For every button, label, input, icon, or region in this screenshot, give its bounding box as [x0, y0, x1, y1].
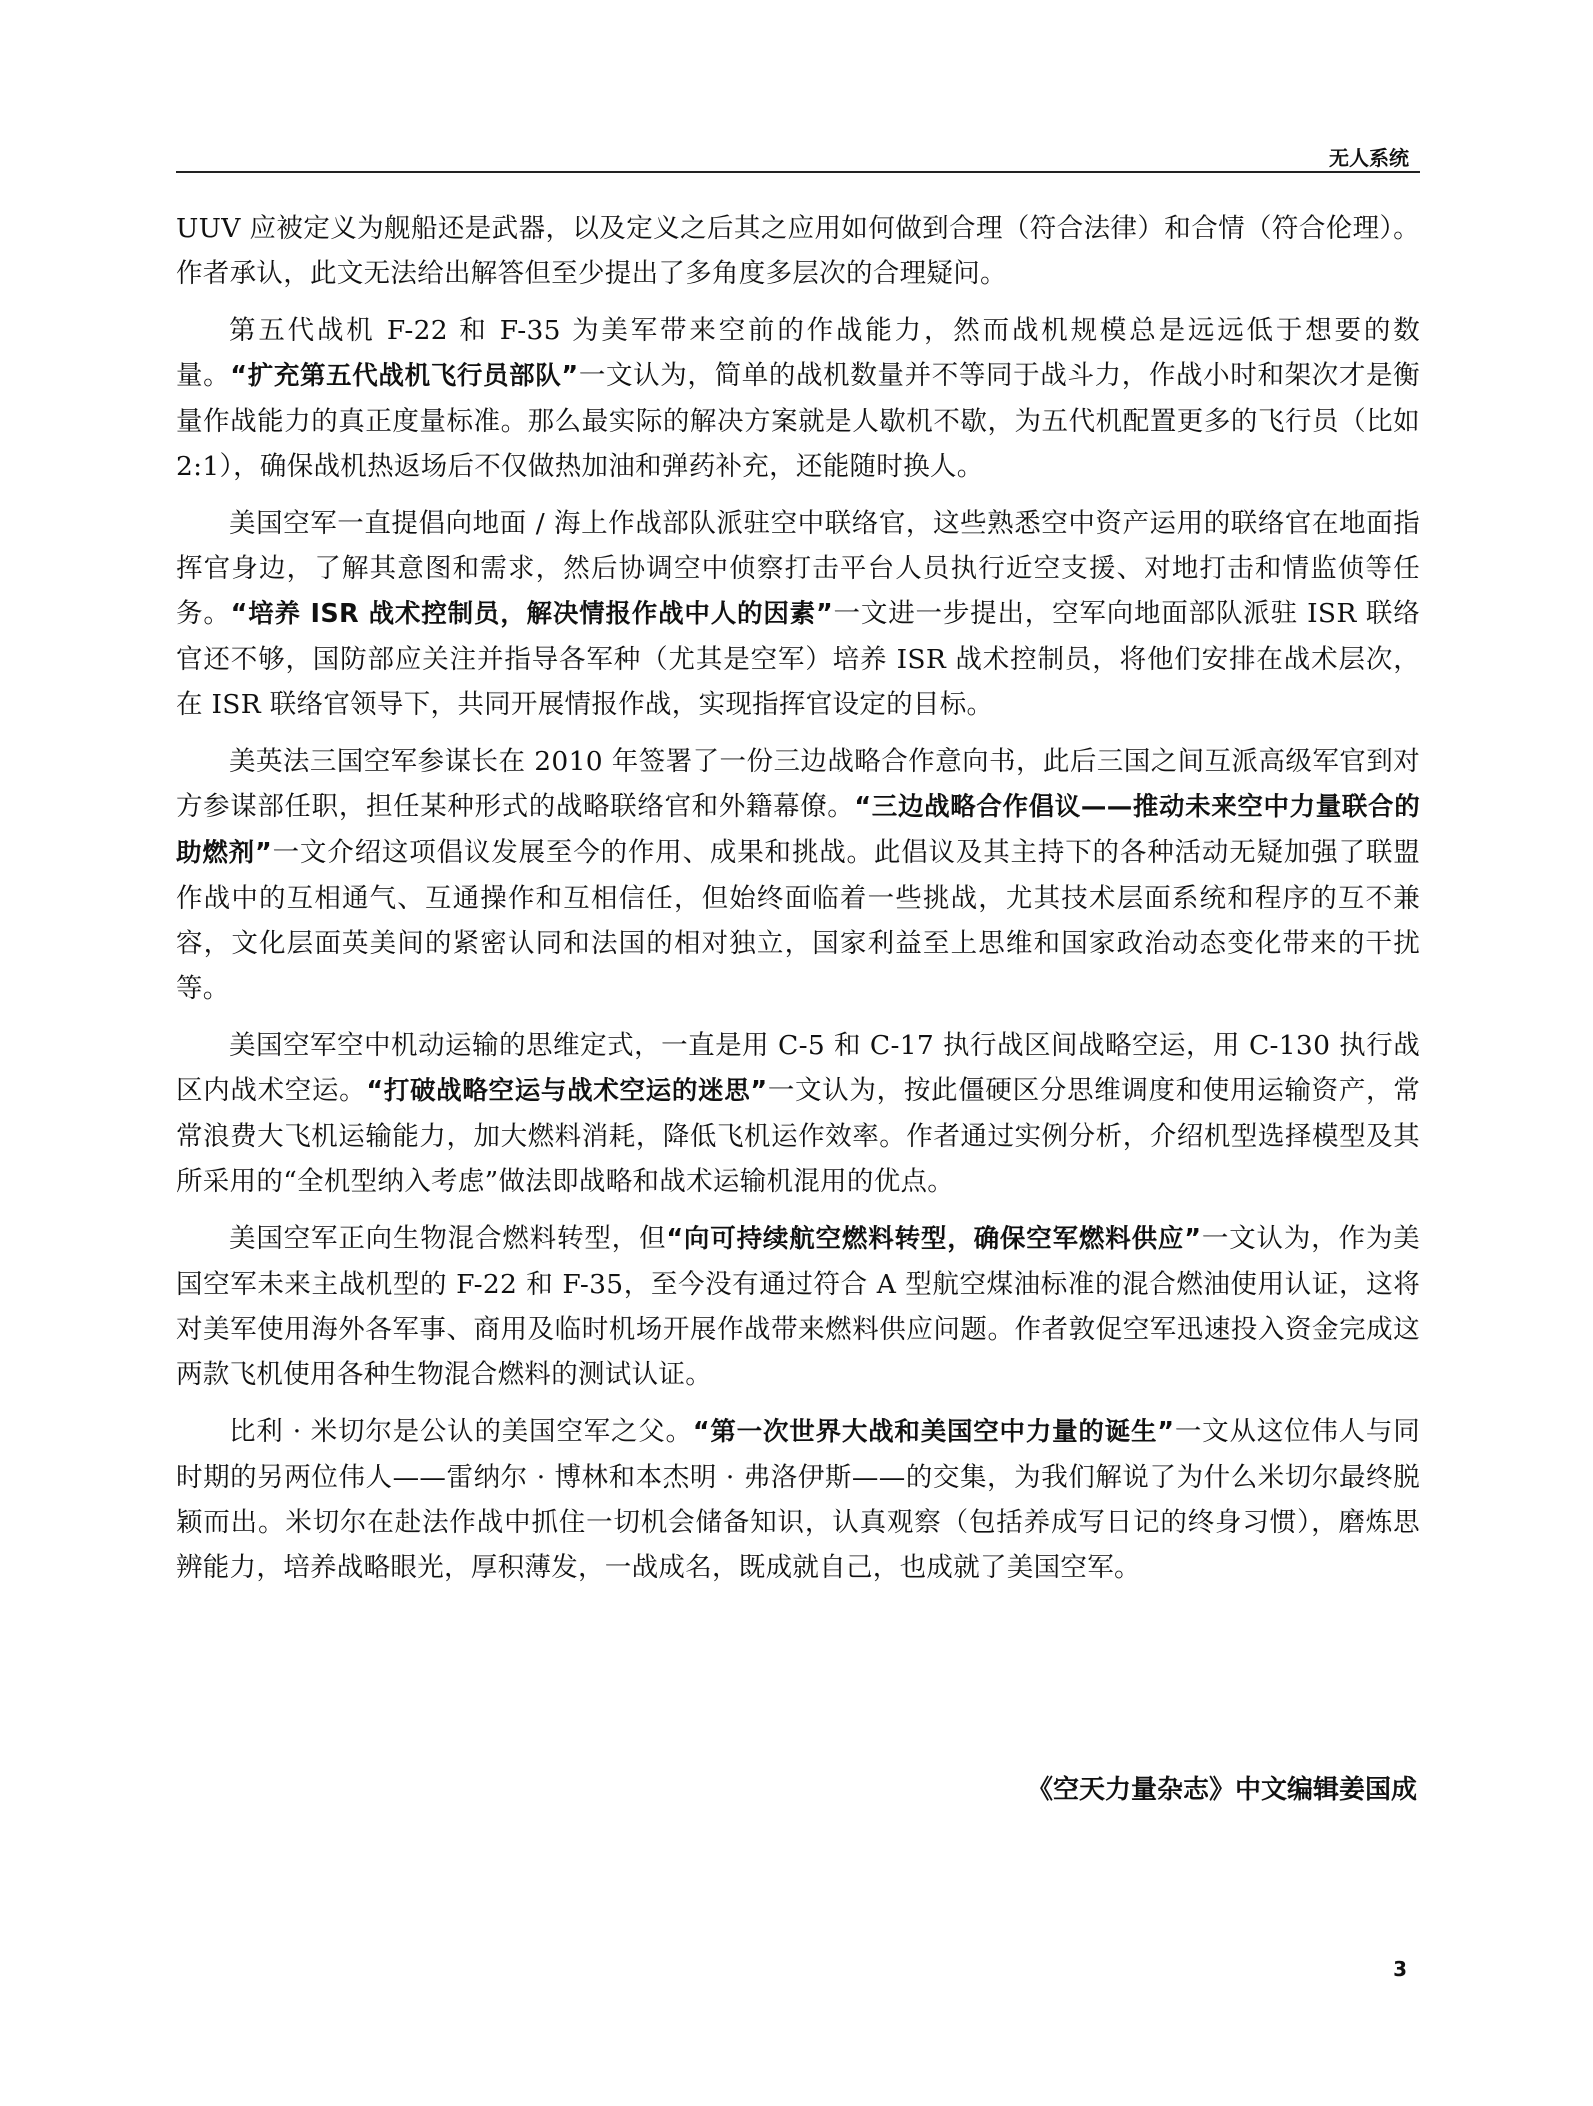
paragraph-text: 一文从这位伟人与同时期的另两位伟人——雷纳尔 · 博林和本杰明 · 弗洛伊斯——的交集，为我们解说了为什么米切尔最终脱颖而出。米切尔在赴法作战中抓住一切机会储备知识，认真观察（包括养成写日记的终身习惯），磨炼思辨能力，培养战略眼光，厚积薄发，一战成名，既成就自己，也成就了美国空军。	[176, 1416, 1420, 1583]
running-header-title: 无人系统	[1329, 146, 1409, 170]
body-paragraph	[176, 206, 1420, 296]
editor-signature: 《空天力量杂志》中文编辑姜国成	[1026, 1775, 1417, 1805]
paragraph-text: 美国空军一直提倡向地面 / 海上作战部队派驻空中联络官，这些熟悉空中资产运用的联络官在地面指挥官身边，了解其意图和需求，然后协调空中侦察打击平台人员执行近空支援、对地打击和情监侦等任务。	[176, 508, 1420, 629]
header-divider	[176, 171, 1420, 173]
paragraph-text: 一文认为，简单的战机数量并不等同于战斗力，作战小时和架次才是衡量作战能力的真正度量标准。那么最实际的解决方案就是人歇机不歇，为五代机配置更多的飞行员（比如 2:1），确保战机热返场后不仅做热加油和弹药补充，还能随时换人。	[176, 360, 1420, 482]
article-body	[176, 206, 1420, 1602]
paragraph-text: 第五代战机 F-22 和 F-35 为美军带来空前的作战能力，然而战机规模总是远远低于想要的数量。	[176, 315, 1420, 391]
paragraph-text: 一文进一步提出，空军向地面部队派驻 ISR 联络官还不够，国防部应关注并指导各军种（尤其是空军）培养 ISR 战术控制员，将他们安排在战术层次，在 ISR 联络官领导下，共同开展情报作战，实现指挥官设定的目标。	[176, 598, 1420, 720]
article-title-highlight: “第一次世界大战和美国空中力量的诞生”	[692, 1417, 1175, 1447]
article-title-highlight: “扩充第五代战机飞行员部队”	[230, 361, 579, 391]
paragraph-text: 美英法三国空军参谋长在 2010 年签署了一份三边战略合作意向书，此后三国之间互派高级军官到对方参谋部任职，担任某种形式的战略联络官和外籍幕僚。	[176, 746, 1420, 822]
paragraph-text: UUV 应被定义为舰船还是武器，以及定义之后其之应用如何做到合理（符合法律）和合情（符合伦理）。作者承认，此文无法给出解答但至少提出了多角度多层次的合理疑问。	[176, 213, 1420, 289]
paragraph-text: 美国空军空中机动运输的思维定式，一直是用 C-5 和 C-17 执行战区间战略空运，用 C-130 执行战区内战术空运。	[176, 1030, 1420, 1106]
paragraph-text: 比利 · 米切尔是公认的美国空军之父。	[229, 1416, 693, 1447]
paragraph-text: 一文认为，按此僵硬区分思维调度和使用运输资产，常常浪费大飞机运输能力，加大燃料消耗，降低飞机运作效率。作者通过实例分析，介绍机型选择模型及其所采用的“全机型纳入考虑”做法即战略和战术运输机混用的优点。	[176, 1075, 1421, 1197]
paragraph-text: 一文介绍这项倡议发展至今的作用、成果和挑战。此倡议及其主持下的各种活动无疑加强了联盟作战中的互相通气、互通操作和互相信任，但始终面临着一些挑战，尤其技术层面系统和程序的互不兼容，文化层面英美间的紧密认同和法国的相对独立，国家利益至上思维和国家政治动态变化带来的干扰等。	[176, 837, 1420, 1004]
body-paragraph	[176, 501, 1420, 727]
body-paragraph	[176, 1409, 1420, 1590]
paragraph-text: 一文认为，作为美国空军未来主战机型的 F-22 和 F-35，至今没有通过符合 A 型航空煤油标准的混合燃油使用认证，这将对美军使用海外各军事、商用及临时机场开展作战带来燃料供应问题。作者敦促空军迅速投入资金完成这两款飞机使用各种生物混合燃料的测试认证。	[176, 1223, 1420, 1390]
body-paragraph	[176, 1216, 1420, 1397]
body-paragraph	[176, 308, 1420, 489]
paragraph-text: 美国空军正向生物混合燃料转型，但	[229, 1223, 667, 1254]
page-number: 3	[1393, 1957, 1407, 1981]
article-title-highlight: “打破战略空运与战术空运的迷思”	[366, 1076, 768, 1106]
article-title-highlight: “三边战略合作倡议——推动未来空中力量联合的助燃剂”	[176, 792, 1420, 868]
body-paragraph	[176, 1023, 1420, 1204]
article-title-highlight: “培养 ISR 战术控制员，解决情报作战中人的因素”	[230, 599, 834, 629]
article-title-highlight: “向可持续航空燃料转型，确保空军燃料供应”	[666, 1224, 1202, 1254]
body-paragraph	[176, 739, 1420, 1011]
